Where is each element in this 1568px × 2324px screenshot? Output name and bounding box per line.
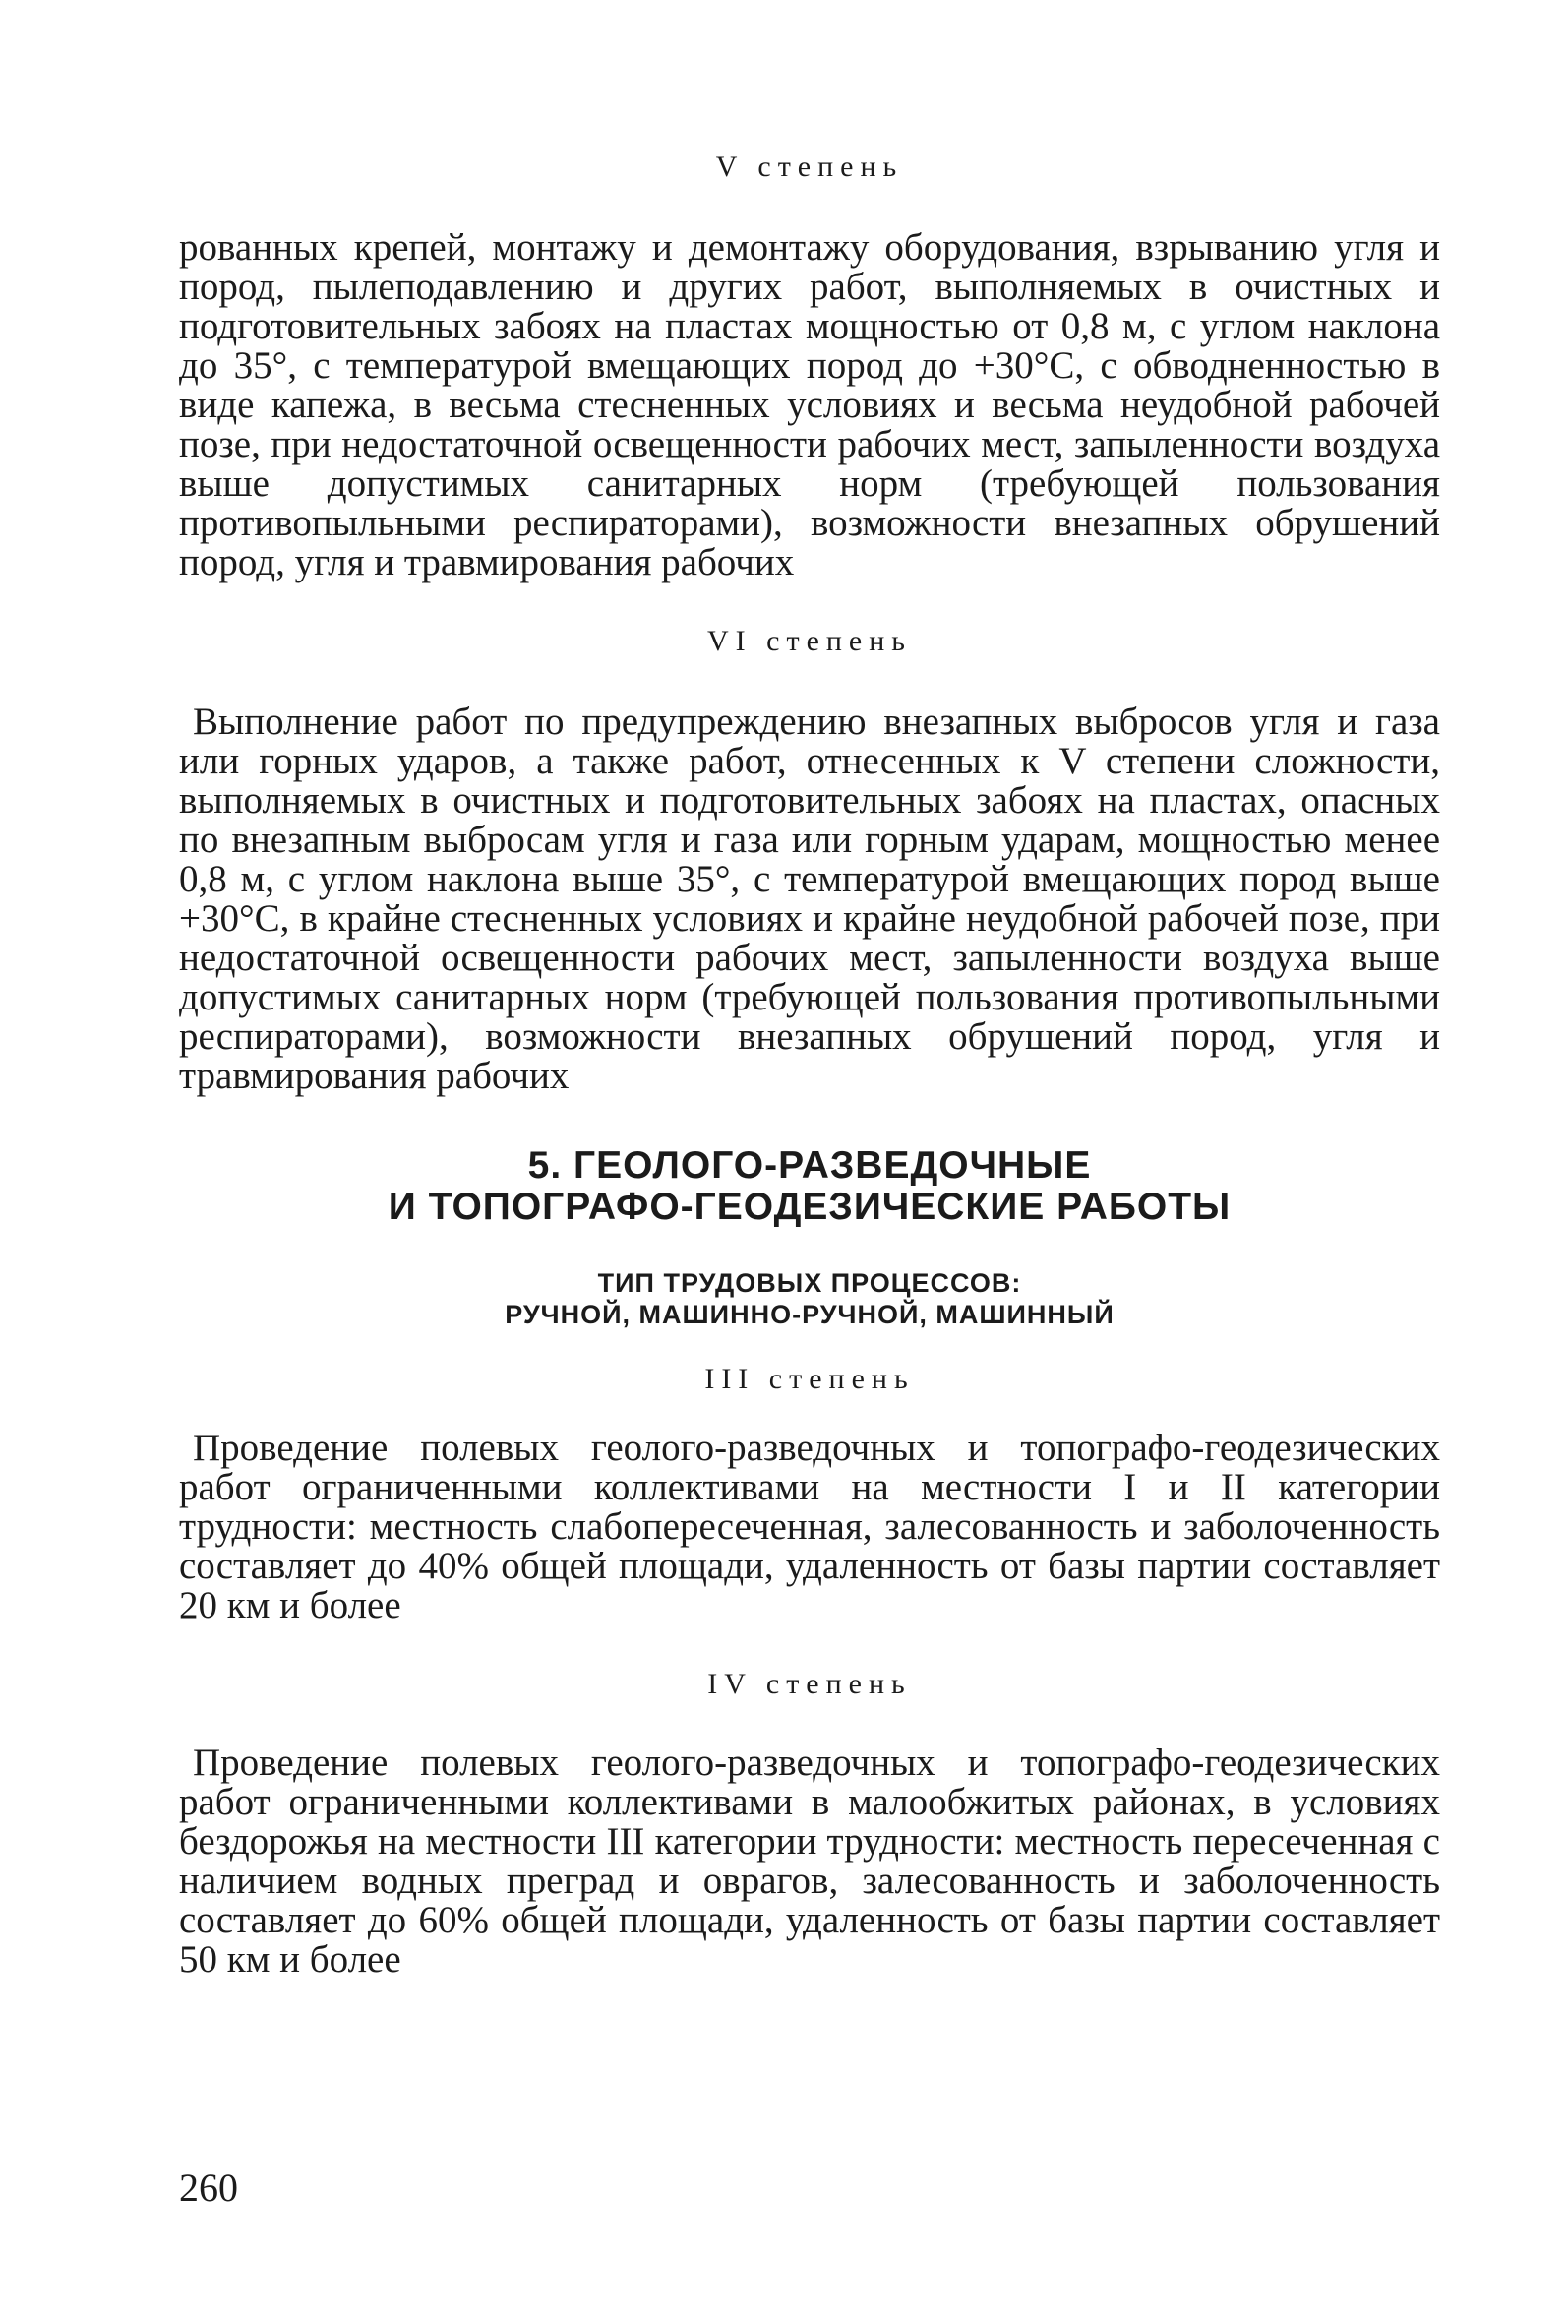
heading-degree-v: V степень <box>715 151 904 183</box>
page-number: 260 <box>179 2166 238 2210</box>
chapter-subtitle-line-1: ТИП ТРУДОВЫХ ПРОЦЕССОВ: <box>597 1268 1022 1298</box>
chapter-subtitle-line-2: РУЧНОЙ, МАШИННО-РУЧНОЙ, МАШИННЫЙ <box>505 1300 1115 1329</box>
heading-degree-iii: III степень <box>704 1363 915 1395</box>
chapter-title-line-2: И ТОПОГРАФО-ГЕОДЕЗИЧЕСКИЕ РАБОТЫ <box>388 1186 1232 1228</box>
paragraph-degree-iii: Проведение полевых геолого-разведочных и топографо-геодезических работ ограниченными коллективами на местности I и II категории трудности: местность слабопересеченная, залесованность и заболоченность составляет до 40% общей площади, удаленность от базы партии составляет 20 км и более <box>179 1427 1440 1626</box>
chapter-subtitle <box>179 1267 1440 1330</box>
chapter-title <box>179 1145 1440 1228</box>
paragraph-degree-v: рованных крепей, монтажу и демонтажу оборудования, взрыванию угля и пород, пылеподавлению и других работ, выполняемых в очистных и подготовительных забоях на пластах мощностью от 0,8 м, с углом наклона до 35°, с температурой вмещающих пород до +30°С, с обводненностью в виде капежа, в весьма стесненных условиях и весьма неудобной рабочей позе, при недостаточной освещенности рабочих мест, запыленности воздуха выше допустимых санитарных норм (требующей пользования противопыльными респираторами), возможности внезапных обрушений пород, угля и травмирования рабочих <box>179 226 1440 583</box>
chapter-title-line-1: 5. ГЕОЛОГО-РАЗВЕДОЧНЫЕ <box>527 1144 1092 1187</box>
heading-degree-vi: VI степень <box>706 625 912 657</box>
page-content <box>179 148 1440 1980</box>
paragraph-degree-iv: Проведение полевых геолого-разведочных и топографо-геодезических работ ограниченными коллективами в малообжитых районах, в условиях бездорожья на местности III категории трудности: местность пересеченная с наличием водных преград и оврагов, залесованность и заболоченность составляет до 60% общей площади, удаленность от базы партии составляет 50 км и более <box>179 1742 1440 1981</box>
paragraph-degree-vi: Выполнение работ по предупреждению внезапных выбросов угля и газа или горных ударов, а также работ, отнесенных к V степени сложности, выполняемых в очистных и подготовительных забоях на пластах, опасных по внезапным выбросам угля и газа или горным ударам, мощностью менее 0,8 м, с углом наклона выше 35°, с температурой вмещающих пород выше +30°С, в крайне стесненных условиях и крайне неудобной рабочей позе, при недостаточной освещенности рабочих мест, запыленности воздуха выше допустимых санитарных норм (требующей пользования противопыльными респираторами), возможности внезапных обрушений пород, угля и травмирования рабочих <box>179 701 1440 1097</box>
heading-degree-iv: IV степень <box>707 1668 912 1700</box>
